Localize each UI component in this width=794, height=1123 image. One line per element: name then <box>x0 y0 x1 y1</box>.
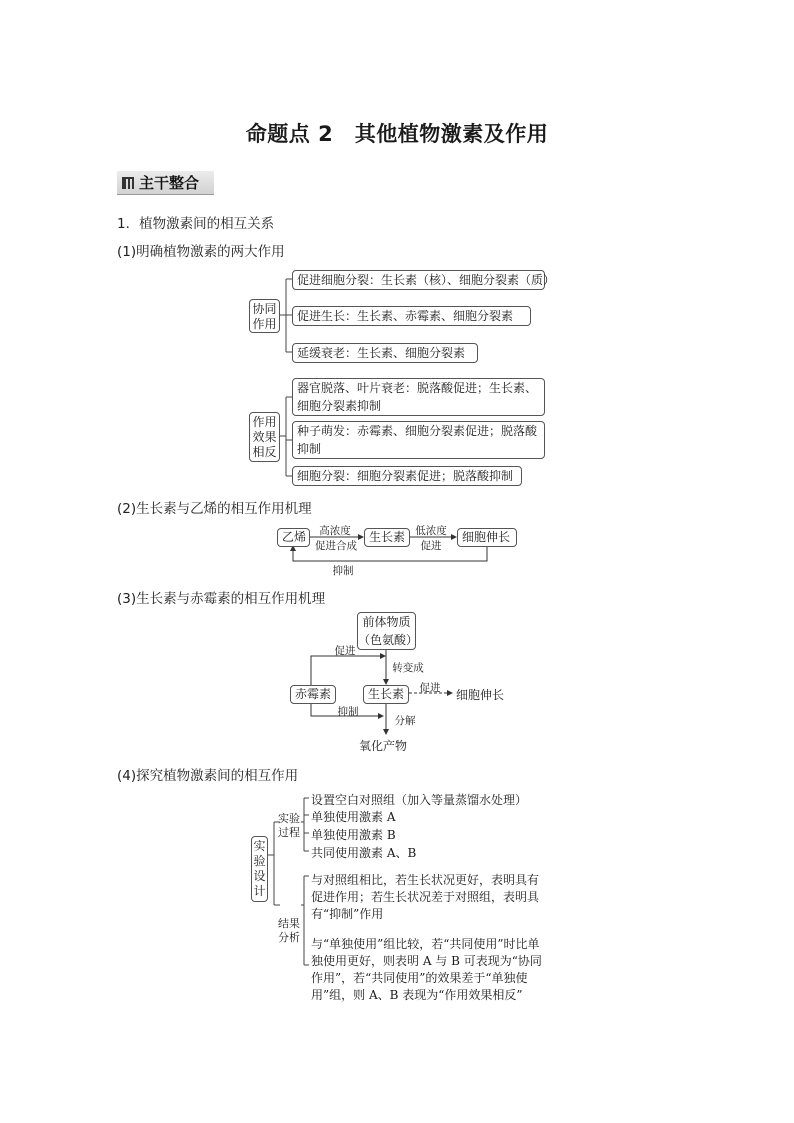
label-promote-right: 促进 <box>419 682 441 694</box>
oxidation-products: 氧化产物 <box>359 739 408 753</box>
synergy-item-senescence: 延缓衰老：生长素、细胞分裂素 <box>292 343 478 363</box>
subheading-gibberellin: (3)生长素与赤霉素的相互作用机理 <box>117 591 326 607</box>
label-promote-left: 促进 <box>334 645 356 657</box>
label-inhibit-3: 抑制 <box>337 706 359 718</box>
label-promote-ethylene: 促进 <box>420 540 442 552</box>
auxin-box-3: 生长素 <box>363 685 409 704</box>
analysis-label: 结果分析 <box>278 917 300 944</box>
subheading-two-roles: (1)明确植物激素的两大作用 <box>117 244 285 260</box>
heading-relations: 1．植物激素间的相互关系 <box>117 216 275 232</box>
section-badge-label: 主干整合 <box>139 174 200 192</box>
analysis-item-control: 与对照组相比，若生长状况更好，表明具有促进作用；若生长状况差于对照组，表明具有“抑制”作用 <box>311 873 540 921</box>
process-item-a: 单独使用激素 A <box>311 810 396 824</box>
label-decompose: 分解 <box>394 715 416 727</box>
auxin-box-2: 生长素 <box>364 528 410 547</box>
label-inhibit-ethylene: 抑制 <box>332 565 354 577</box>
process-item-ab: 共同使用激素 A、B <box>311 846 417 860</box>
label-promote-synth: 促进合成 <box>315 540 357 552</box>
antagonism-item-germination: 种子萌发：赤霉素、细胞分裂素促进；脱落酸抑制 <box>292 421 545 459</box>
process-label: 实验过程 <box>278 812 300 839</box>
label-low-conc: 低浓度 <box>415 525 447 537</box>
page-title: 命题点 2 其他植物激素及作用 <box>245 122 549 146</box>
antagonism-item-cell-division: 细胞分裂：细胞分裂素促进；脱落酸抑制 <box>292 466 522 486</box>
elongation-text-3: 细胞伸长 <box>456 688 505 702</box>
antagonism-label-box: 作用效果相反 <box>249 412 280 462</box>
elongation-box-2: 细胞伸长 <box>457 528 517 547</box>
process-item-b: 单独使用激素 B <box>311 828 396 842</box>
gibberellin-box: 赤霉素 <box>290 685 336 704</box>
label-convert: 转变成 <box>392 662 424 674</box>
ethylene-box: 乙烯 <box>277 528 310 547</box>
analysis-item-combined: 与“单独使用”组比较，若“共同使用”时比单独使用更好，则表明 A 与 B 可表现为“协同作用”，若“共同使用”的效果差于“单独使用”组，则 A、B 表现为“作用效果相反” <box>311 937 542 1002</box>
precursor-line2: （色氨酸） <box>358 633 419 647</box>
synergy-item-growth: 促进生长：生长素、赤霉素、细胞分裂素 <box>292 306 531 326</box>
label-high-conc: 高浓度 <box>319 525 351 537</box>
antagonism-item-abscission: 器官脱落、叶片衰老：脱落酸促进；生长素、细胞分裂素抑制 <box>292 378 545 416</box>
synergy-label-box: 协同作用 <box>249 299 280 333</box>
experiment-root-box: 实验设计 <box>251 836 268 902</box>
synergy-item-division: 促进细胞分裂：生长素（核）、细胞分裂素（质） <box>292 270 545 290</box>
precursor-line1: 前体物质 <box>362 615 411 629</box>
precursor-box <box>357 612 419 650</box>
process-item-control: 设置空白对照组（加入等量蒸馏水处理） <box>311 793 528 807</box>
subheading-ethylene: (2)生长素与乙烯的相互作用机理 <box>117 501 312 517</box>
subheading-experiment: (4)探究植物激素间的相互作用 <box>117 768 299 784</box>
